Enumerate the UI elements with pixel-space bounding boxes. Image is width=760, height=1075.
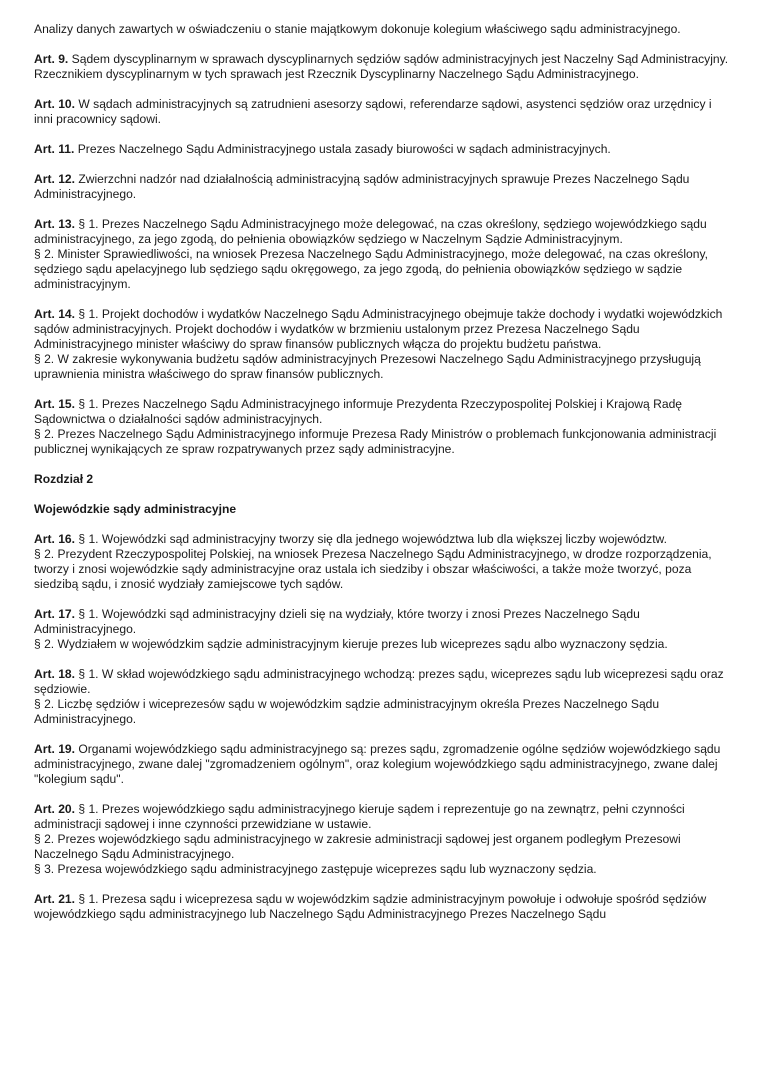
article-text <box>34 547 730 592</box>
article-art16 <box>34 532 730 592</box>
article-label: Art. 18. <box>34 667 75 681</box>
article-line: § 2. Prezes wojewódzkiego sądu administracyjnego w zakresie administracji sądowej jest organem podległym Prezesowi Naczelnego Sądu Administracyjnego. <box>34 832 681 861</box>
article-text <box>34 172 730 202</box>
article-label: Art. 16. <box>34 532 75 546</box>
article-line: § 2. Prezydent Rzeczypospolitej Polskiej, na wniosek Prezesa Naczelnego Sądu Administracyjnego, w drodze rozporządzenia, tworzy i znosi wojewódzkie sądy administracyjne oraz ustala ich siedziby i obszar właściwości, a także może tworzyć, poza siedzibą sądu, i znosić wydziały zamiejscowe tych sądów. <box>34 547 712 591</box>
article-label: Art. 11. <box>34 142 75 156</box>
article-line: § 1. Prezesa sądu i wiceprezesa sądu w wojewódzkim sądzie administracyjnym powołuje i odwołuje spośród sędziów wojewódzkiego sądu administracyjnego lub Naczelnego Sądu Administracyjnego Prezes Naczelnego Sądu <box>34 892 707 921</box>
article-text <box>34 607 730 637</box>
article-label: Art. 17. <box>34 607 75 621</box>
article-art18 <box>34 667 730 727</box>
article-line: § 1. Prezes Naczelnego Sądu Administracyjnego może delegować, na czas określony, sędziego wojewódzkiego sądu administracyjnego, za jego zgodą, do pełnienia obowiązków sędziego w Naczelnym Sądzie Administracyjnym. <box>34 217 707 246</box>
article-text <box>34 532 730 547</box>
article-art14 <box>34 307 730 382</box>
article-text <box>34 427 730 457</box>
article-text <box>34 217 730 247</box>
article-line: § 1. W skład wojewódzkiego sądu administracyjnego wchodzą: prezes sądu, wiceprezes sądu lub wiceprezesi sądu oraz sędziowie. <box>34 667 724 696</box>
article-label: Art. 14. <box>34 307 75 321</box>
article-text <box>34 697 730 727</box>
article-text <box>34 142 730 157</box>
article-label: Art. 15. <box>34 397 75 411</box>
article-text <box>34 307 730 352</box>
article-line: Zwierzchni nadzór nad działalnością administracyjną sądów administracyjnych sprawuje Prezes Naczelnego Sądu Administracyjnego. <box>34 172 690 201</box>
article-text <box>34 97 730 127</box>
document-page <box>34 22 730 937</box>
article-text <box>34 667 730 697</box>
article-line: § 1. Wojewódzki sąd administracyjny tworzy się dla jednego województwa lub dla większej liczby województw. <box>78 532 667 546</box>
article-art19 <box>34 742 730 787</box>
chapter-label: Rozdział 2 <box>34 472 94 486</box>
article-art10 <box>34 97 730 127</box>
article-label: Art. 10. <box>34 97 75 111</box>
article-label: Art. 13. <box>34 217 75 231</box>
article-text <box>34 892 730 922</box>
article-line: W sądach administracyjnych są zatrudnieni asesorzy sądowi, referendarze sądowi, asystenci sędziów oraz urzędnicy i inni pracownicy sądowi. <box>34 97 712 126</box>
article-line: § 3. Prezesa wojewódzkiego sądu administracyjnego zastępuje wiceprezes sądu lub wyznaczony sędzia. <box>34 862 597 876</box>
article-text <box>34 862 730 877</box>
article-line: § 1. Prezes Naczelnego Sądu Administracyjnego informuje Prezydenta Rzeczypospolitej Polskiej i Krajową Radę Sądownictwa o działalności sądów administracyjnych. <box>34 397 683 426</box>
article-art21 <box>34 892 730 922</box>
articles-top <box>34 22 730 457</box>
article-art20 <box>34 802 730 877</box>
article-line: Analizy danych zawartych w oświadczeniu o stanie majątkowym dokonuje kolegium właściwego sądu administracyjnego. <box>34 22 681 36</box>
article-art12 <box>34 172 730 202</box>
article-art13 <box>34 217 730 292</box>
article-line: § 2. W zakresie wykonywania budżetu sądów administracyjnych Prezesowi Naczelnego Sądu Administracyjnego przysługują uprawnienia ministra właściwego do spraw finansów publicznych. <box>34 352 701 381</box>
article-line: Prezes Naczelnego Sądu Administracyjnego ustala zasady biurowości w sądach administracyjnych. <box>77 142 611 156</box>
article-line: § 2. Wydziałem w wojewódzkim sądzie administracyjnym kieruje prezes lub wiceprezes sądu albo wyznaczony sędzia. <box>34 637 668 651</box>
article-text <box>34 742 730 787</box>
article-line: § 2. Minister Sprawiedliwości, na wniosek Prezesa Naczelnego Sądu Administracyjnego, może delegować, na czas określony, sędziego sądu apelacyjnego lub sędziego sądu okręgowego, za jego zgodą, do pełnienia obowiązków sędziego w sądzie administracyjnym. <box>34 247 709 291</box>
article-text <box>34 352 730 382</box>
article-line: § 1. Prezes wojewódzkiego sądu administracyjnego kieruje sądem i reprezentuje go na zewnątrz, pełni czynności administracji sądowej i inne czynności przewidziane w ustawie. <box>34 802 685 831</box>
article-label: Art. 20. <box>34 802 75 816</box>
article-art9 <box>34 52 730 82</box>
article-line: Sądem dyscyplinarnym w sprawach dyscyplinarnych sędziów sądów administracyjnych jest Naczelny Sąd Administracyjny. Rzecznikiem dyscyplinarnym w tych sprawach jest Rzecznik Dyscyplinarny Naczelnego Sądu Administracyjnego. <box>34 52 729 81</box>
articles-bottom <box>34 532 730 922</box>
article-art17 <box>34 607 730 652</box>
article-line: § 1. Projekt dochodów i wydatków Naczelnego Sądu Administracyjnego obejmuje także dochody i wydatki wojewódzkich sądów administracyjnych. Projekt dochodów i wydatków w brzmieniu ustalonym przez Prezesa Naczelnego Sądu Administracyjnego minister właściwy do spraw finansów publicznych włącza do projektu budżetu państwa. <box>34 307 723 351</box>
article-label: Art. 21. <box>34 892 75 906</box>
article-label: Art. 9. <box>34 52 69 66</box>
article-art15 <box>34 397 730 457</box>
article-line: § 2. Liczbę sędziów i wiceprezesów sądu w wojewódzkim sądzie administracyjnym określa Prezes Naczelnego Sądu Administracyjnego. <box>34 697 660 726</box>
article-text <box>34 52 730 82</box>
article-text <box>34 802 730 832</box>
article-line: § 1. Wojewódzki sąd administracyjny dzieli się na wydziały, które tworzy i znosi Prezes Naczelnego Sądu Administracyjnego. <box>34 607 640 636</box>
article-text <box>34 637 730 652</box>
article-label: Art. 12. <box>34 172 75 186</box>
article-text <box>34 832 730 862</box>
article-line: Organami wojewódzkiego sądu administracyjnego są: prezes sądu, zgromadzenie ogólne sędziów wojewódzkiego sądu administracyjnego, zwane dalej "zgromadzeniem ogólnym", oraz kolegium wojewódzkiego sądu administracyjnego, zwane dalej "kolegium sądu". <box>34 742 721 786</box>
article-text <box>34 247 730 292</box>
chapter-title: Wojewódzkie sądy administracyjne <box>34 502 237 516</box>
article-label: Art. 19. <box>34 742 75 756</box>
article-line: § 2. Prezes Naczelnego Sądu Administracyjnego informuje Prezesa Rady Ministrów o problemach funkcjonowania administracji publicznej wynikających ze spraw rozpatrywanych przez sądy administracyjne. <box>34 427 717 456</box>
article-text <box>34 397 730 427</box>
article-text <box>34 22 730 37</box>
article-art11 <box>34 142 730 157</box>
article-intro <box>34 22 730 37</box>
